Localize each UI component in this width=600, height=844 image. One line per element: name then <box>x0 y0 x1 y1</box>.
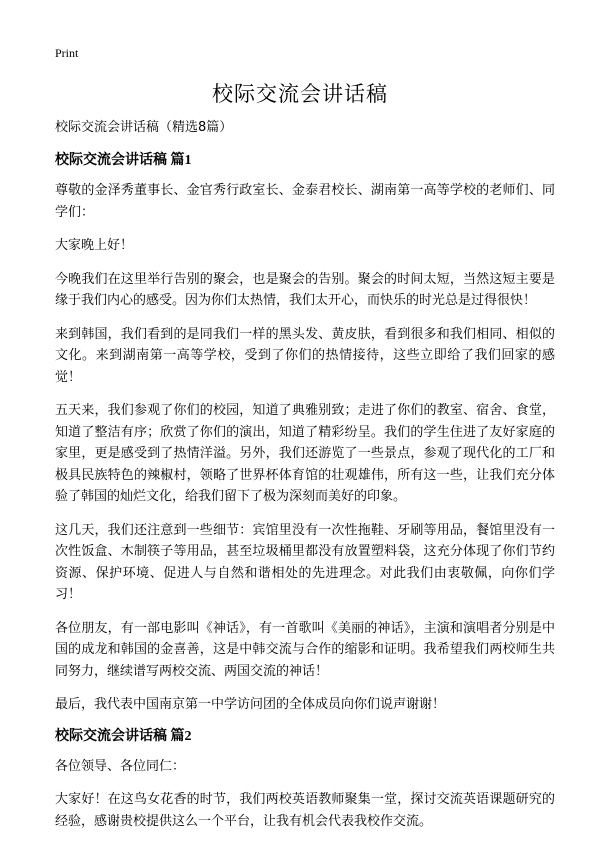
paragraph: 大家好！在这鸟女花香的时节，我们两校英语教师聚集一堂，探讨交流英语课题研究的经验，感谢贵校提供这么一个平台，让我有机会代表我校作交流。 <box>55 792 555 829</box>
section-2 <box>55 728 555 833</box>
paragraph: 大家晚上好！ <box>55 238 134 253</box>
paragraph: 各位领导、各位同仁： <box>55 758 186 774</box>
section-1 <box>55 152 555 716</box>
print-link[interactable]: Print <box>55 46 79 60</box>
paragraph: 五天来，我们参观了你们的校园，知道了典雅别致；走进了你们的教室、宿舍、食堂，知道了整洁有序；欣赏了你们的演出，知道了精彩纷呈。我们的学生住进了友好家庭的家里，更是感受到了热情洋溢。另外，我们还游览了一些景点，参观了现代化的工厂和极具民族特色的辣椒村，领略了世界杯体育馆的壮观雄伟，所有这一些，让我们充分体验了韩国的灿烂文化，给我们留下了极为深刻而美好的印象。 <box>55 403 555 504</box>
section-heading: 校际交流会讲话稿 篇2 <box>55 728 192 744</box>
paragraph: 最后，我代表中国南京第一中学访问团的全体成员向你们说声谢谢！ <box>55 697 446 712</box>
paragraph: 这几天，我们还注意到一些细节：宾馆里没有一次性拖鞋、牙刷等用品，餐馆里没有一次性饭盒、木制筷子等用品，甚至垃圾桶里都没有放置塑料袋，这充分体现了你们节约资源、保护环境、促进人与自然和谐相处的先进理念。对此我们由衷敬佩，向你们学习！ <box>55 522 555 602</box>
section-heading: 校际交流会讲话稿 篇1 <box>55 153 192 168</box>
document-body <box>55 118 555 844</box>
paragraph: 尊敬的金泽秀董事长、金官秀行政室长、金泰君校长、湖南第一高等学校的老师们、同学们： <box>55 183 555 220</box>
paragraph: 今晚我们在这里举行告别的聚会，也是聚会的告别。聚会的时间太短，当然这短主要是缘于我们内心的感受。因为你们太热情，我们太开心，而快乐的时光总是过得很快！ <box>55 271 555 308</box>
document-subtitle: 校际交流会讲话稿（精选8篇） <box>55 120 233 135</box>
paragraph: 各位朋友，有一部电影叫《神话》，有一首歌叫《美丽的神话》，主演和演唱者分别是中国的成龙和韩国的金喜善，这是中韩交流与合作的缩影和证明。我希望我们两校师生共同努力，继续谱写两校交流、两国交流的神话！ <box>55 620 555 679</box>
paragraph: 来到韩国，我们看到的是同我们一样的黑头发、黄皮肤，看到很多和我们相同、相似的文化。来到湖南第一高等学校，受到了你们的热情接待，这些立即给了我们回家的感觉！ <box>55 326 555 385</box>
page-title: 校际交流会讲话稿 <box>212 82 388 106</box>
